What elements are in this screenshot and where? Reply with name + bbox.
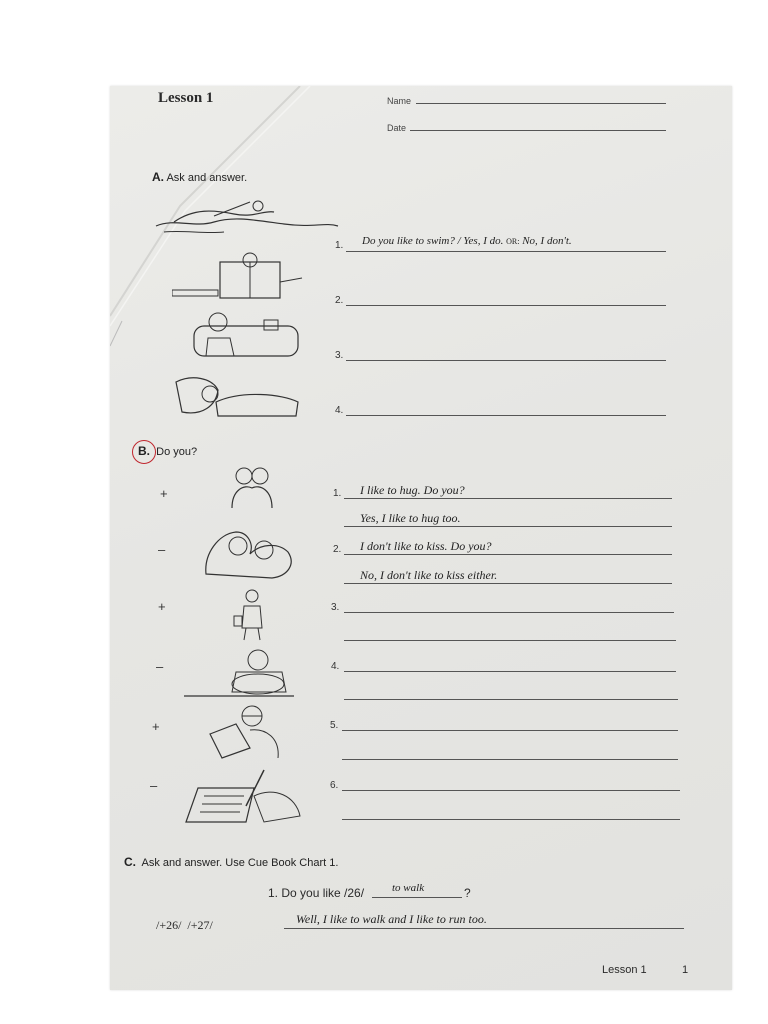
item-number: 2. (333, 544, 342, 555)
footer-lesson: Lesson 1 (602, 964, 647, 976)
answer-line-b6b[interactable] (342, 819, 680, 820)
item-number: 4. (335, 405, 344, 416)
name-label: Name (387, 96, 412, 106)
answer-a1: Do you like to swim? / Yes, I do. OR: No, I don't. (362, 235, 572, 247)
page-number: 1 (682, 964, 689, 976)
date-label: Date (387, 123, 407, 133)
driving-icon (182, 646, 298, 700)
date-field[interactable] (410, 130, 666, 131)
answer-line-b1a[interactable] (344, 498, 672, 499)
item-number: 5. (330, 720, 339, 731)
answer-line-b2a[interactable] (344, 554, 672, 555)
plus-sign: + (152, 719, 160, 734)
answer-line-b6a[interactable] (342, 790, 680, 791)
sitting-on-sofa-icon (190, 308, 302, 362)
sleeping-in-bed-icon (172, 372, 302, 420)
answer-line-c1[interactable] (284, 928, 684, 929)
shopping-icon (232, 588, 268, 642)
plus-sign: + (158, 599, 166, 614)
answer-line-b4b[interactable] (344, 699, 678, 700)
answer-line-a1[interactable] (346, 251, 666, 252)
answer-line-b2b[interactable] (344, 583, 672, 584)
lesson-title: Lesson 1 (158, 90, 214, 106)
item-number: 1. (333, 488, 342, 499)
minus-sign: – (158, 542, 166, 557)
plus-sign: + (160, 486, 168, 501)
worksheet-page (110, 86, 732, 990)
answer-b2-line2: No, I don't like to kiss either. (360, 568, 498, 582)
writing-icon (184, 766, 304, 826)
answer-b1-line1: I like to hug. Do you? (360, 483, 465, 497)
name-field[interactable] (416, 103, 666, 104)
answer-line-b3a[interactable] (344, 612, 674, 613)
answer-line-b5a[interactable] (342, 730, 678, 731)
answer-b2-line1: I don't like to kiss. Do you? (360, 539, 492, 553)
reading-glasses-icon (206, 704, 286, 760)
minus-sign: – (150, 778, 158, 793)
answer-line-b5b[interactable] (342, 759, 678, 760)
item-number: 3. (331, 602, 340, 613)
section-c-answer: Well, I like to walk and I like to run too. (296, 912, 487, 926)
section-b-heading: B. Do you? (138, 444, 198, 458)
answer-line-a4[interactable] (346, 415, 666, 416)
hug-icon (224, 466, 284, 510)
swimming-icon (154, 192, 340, 240)
item-number: 6. (330, 780, 339, 791)
section-c-question: 1. Do you like /26/ (268, 886, 365, 900)
answer-line-b3b[interactable] (344, 640, 676, 641)
answer-line-a2[interactable] (346, 305, 666, 306)
answer-b1-line2: Yes, I like to hug too. (360, 511, 461, 525)
question-fill: to walk (392, 882, 425, 894)
reading-book-icon (172, 252, 310, 302)
item-number: 2. (335, 295, 344, 306)
fill-line[interactable] (372, 897, 462, 898)
question-mark: ? (464, 886, 471, 900)
minus-sign: – (156, 659, 164, 674)
answer-line-a3[interactable] (346, 360, 666, 361)
item-number: 4. (331, 661, 340, 672)
answer-line-b4a[interactable] (344, 671, 676, 672)
item-number: 3. (335, 350, 344, 361)
section-a-heading: A. Ask and answer. (152, 170, 248, 184)
section-c-heading: C. Ask and answer. Use Cue Book Chart 1. (124, 855, 339, 869)
answer-line-b1b[interactable] (344, 526, 672, 527)
kiss-icon (202, 524, 298, 580)
cue-numbers: /+26/ /+27/ (156, 918, 213, 932)
item-number: 1. (335, 240, 344, 251)
